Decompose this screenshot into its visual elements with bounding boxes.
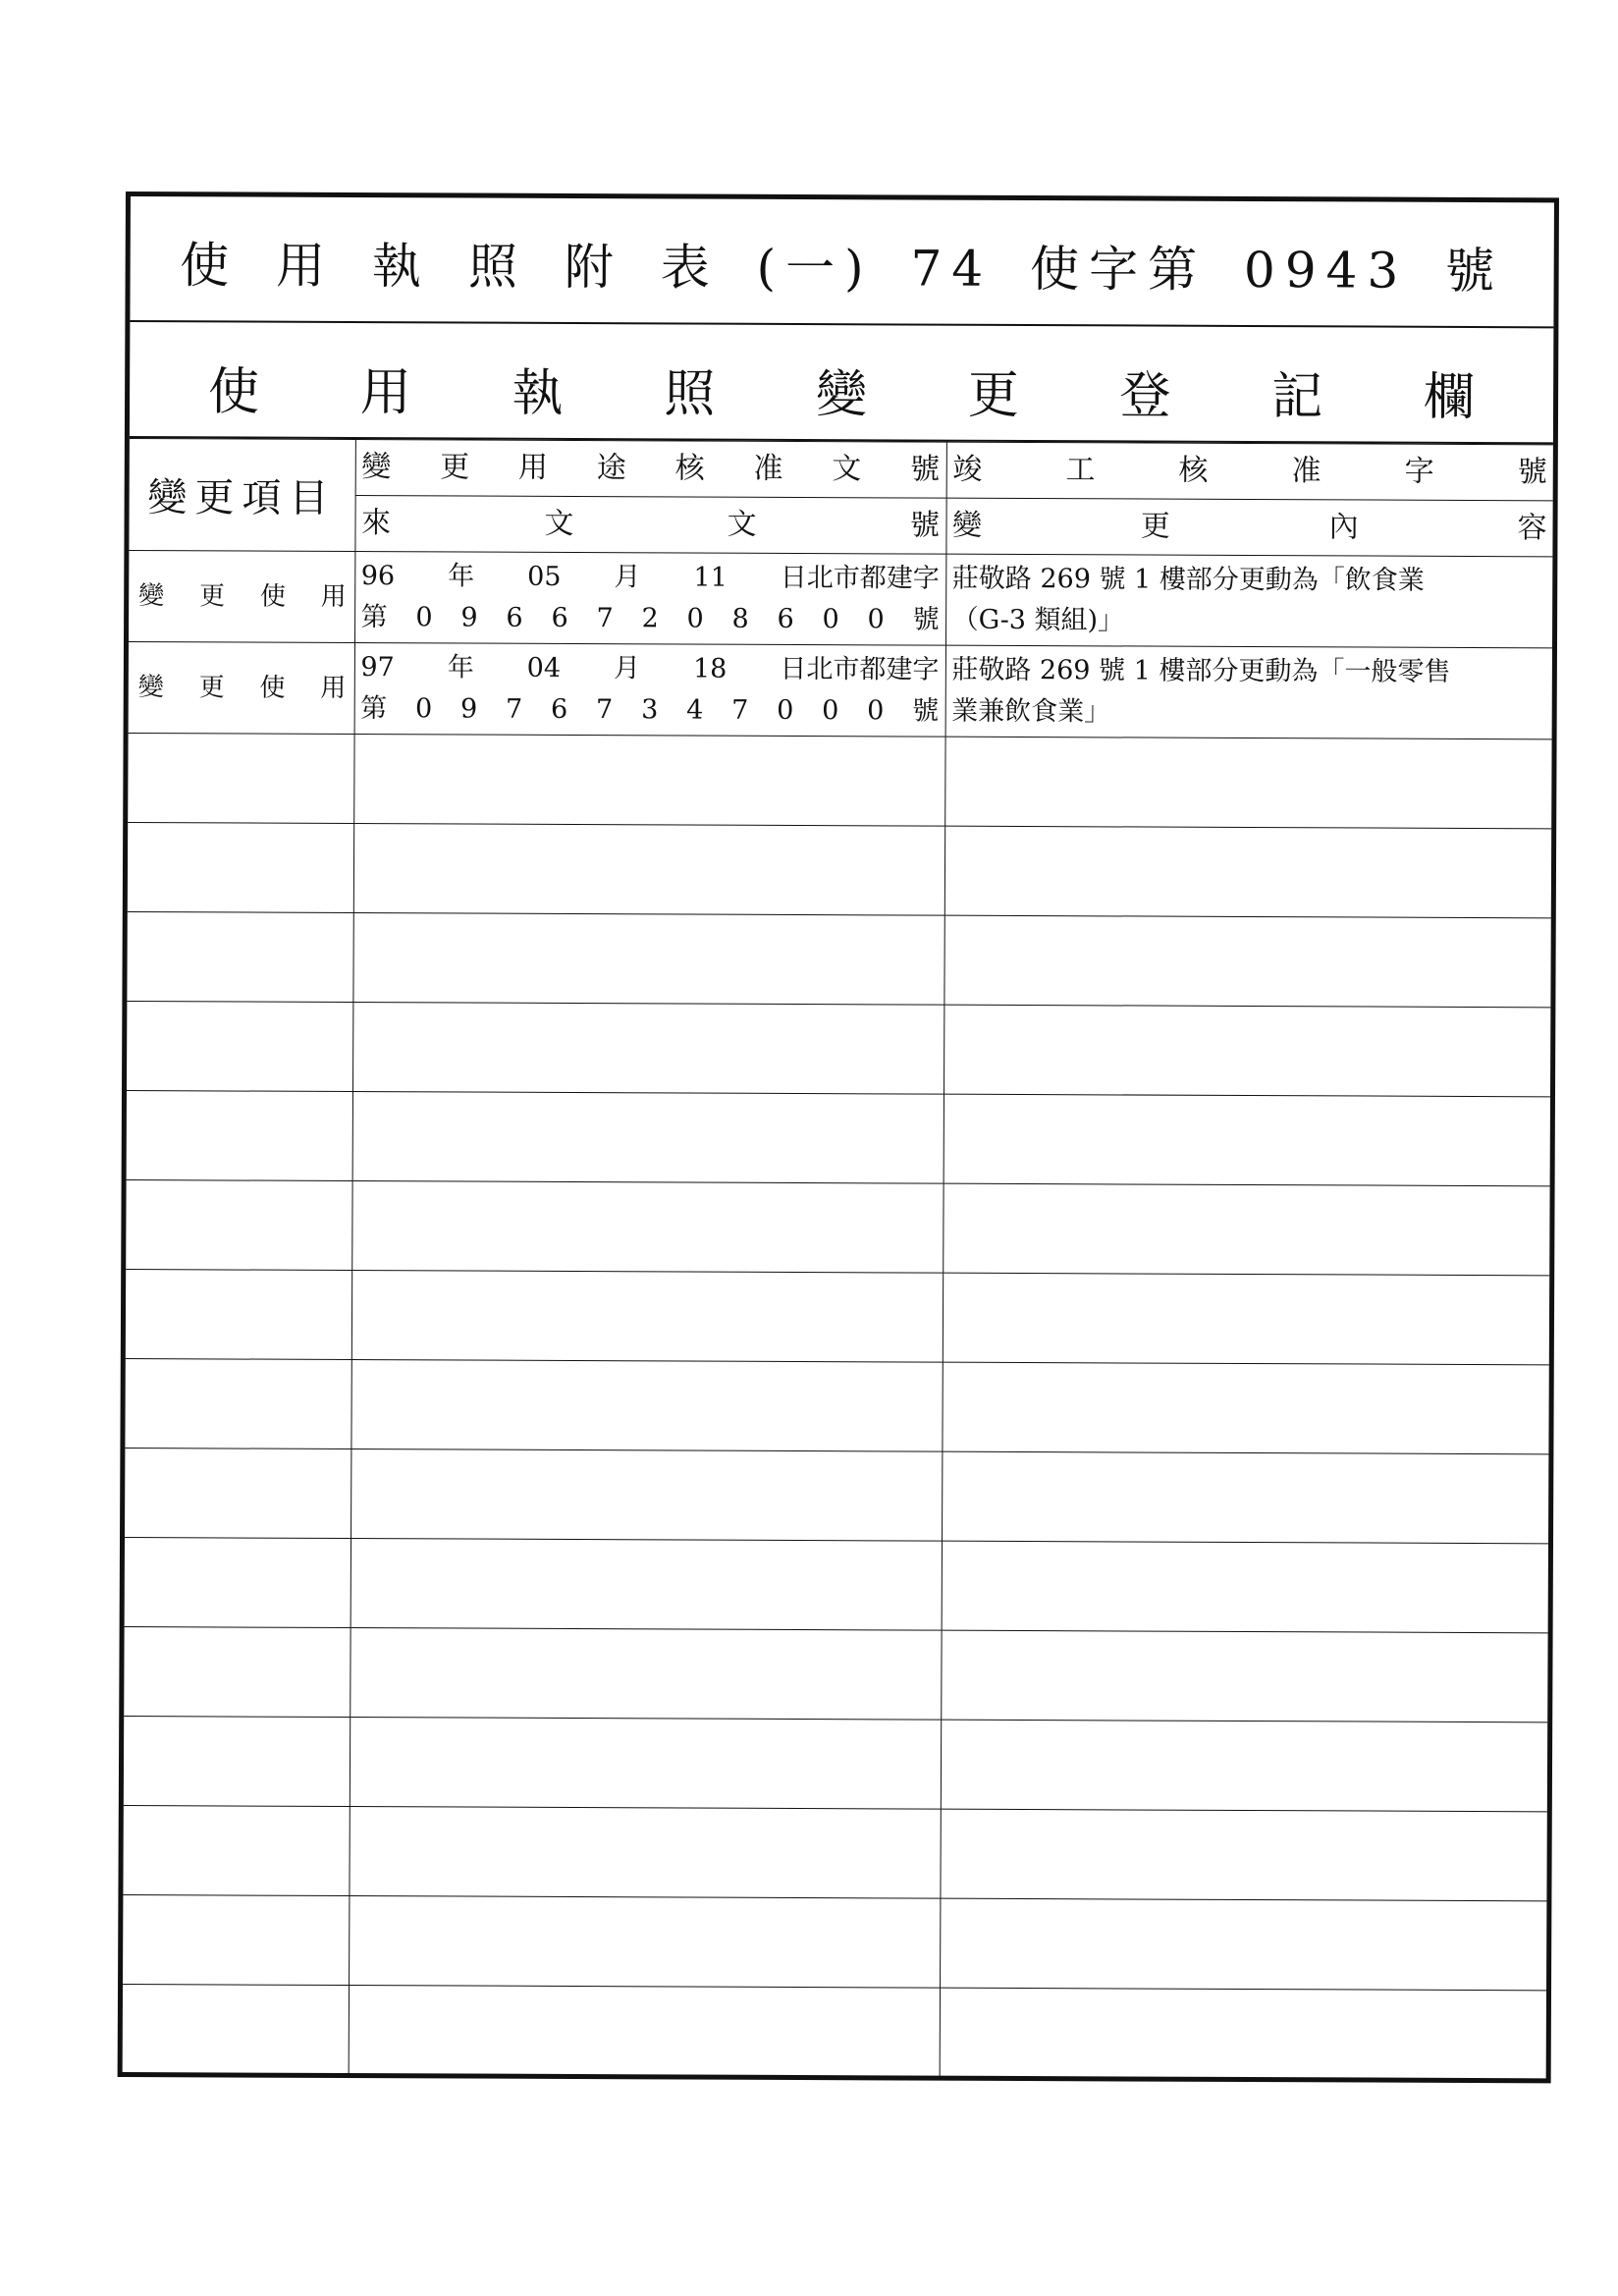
header-char: 途 — [596, 451, 626, 486]
doc-part: 6 — [551, 602, 568, 633]
header-char: 更 — [1140, 509, 1170, 544]
record-doc-cell — [354, 643, 945, 738]
heading-char: 登 — [1119, 366, 1171, 426]
header-char: 更 — [440, 450, 470, 485]
heading-char: 更 — [967, 365, 1019, 425]
header-char: 工 — [1065, 453, 1096, 488]
record-item-cell — [129, 642, 354, 735]
empty-cell — [943, 1183, 1549, 1276]
empty-cell — [127, 912, 352, 1003]
header-char: 號 — [910, 452, 941, 487]
empty-row — [123, 1895, 1546, 1991]
permit-year: 74 — [910, 240, 994, 298]
doc-part: 號 — [912, 695, 940, 727]
record-item-char: 更 — [198, 673, 225, 703]
record-content-line: 莊敬路 269 號 1 樓部分更動為「飲食業 — [951, 563, 1425, 596]
doc-part: 號 — [912, 604, 940, 635]
empty-cell — [941, 1720, 1547, 1812]
doc-part: 7 — [596, 694, 614, 726]
doc-part: 4 — [686, 694, 704, 726]
header-char: 用 — [517, 450, 549, 485]
title-char: 照 — [467, 238, 528, 296]
title-char: 使 — [180, 237, 240, 295]
record-item-char: 使 — [259, 673, 286, 703]
empty-cell — [944, 1005, 1550, 1097]
doc-part: 11 — [693, 562, 728, 593]
title-char: 執 — [371, 238, 432, 296]
record-content-cell — [945, 554, 1552, 648]
record-item-char: 更 — [198, 581, 226, 612]
empty-cell — [125, 1538, 351, 1628]
change-register-table — [123, 438, 1553, 2080]
header-char: 來 — [360, 506, 392, 541]
doc-part: 04 — [526, 652, 562, 683]
record-item-char: 用 — [320, 581, 347, 612]
empty-row — [126, 1180, 1549, 1276]
header-change-item-label: 變更項目 — [147, 475, 337, 521]
empty-cell — [943, 1273, 1549, 1365]
doc-part: 日北市都建字 — [780, 653, 940, 685]
record-doc-cell — [354, 552, 945, 646]
empty-cell — [126, 1180, 351, 1271]
table-row — [129, 551, 1552, 648]
doc-part: 7 — [505, 693, 523, 725]
header-char: 竣 — [952, 452, 983, 487]
header-char: 內 — [1328, 510, 1359, 545]
doc-part: 2 — [641, 603, 659, 634]
doc-part: 第 — [360, 602, 388, 633]
empty-row — [125, 1359, 1548, 1454]
doc-part: 月 — [613, 653, 641, 684]
empty-row — [127, 1091, 1550, 1186]
empty-row — [123, 1806, 1546, 1901]
usage-permit-form — [118, 191, 1559, 2083]
record-content-line: （G-3 類組)」 — [951, 604, 1125, 636]
doc-part: 18 — [692, 653, 728, 684]
empty-cell — [127, 1002, 352, 1092]
empty-cell — [124, 1627, 350, 1718]
empty-row — [124, 1627, 1547, 1722]
empty-row — [126, 1270, 1549, 1365]
empty-cell — [944, 1094, 1550, 1186]
doc-part: 年 — [447, 652, 474, 683]
empty-cell — [123, 1985, 349, 2075]
doc-part: 7 — [731, 694, 749, 726]
doc-part: 9 — [459, 693, 478, 725]
section-heading — [208, 350, 1475, 429]
heading-char: 記 — [1271, 367, 1323, 427]
header-char: 文 — [544, 506, 574, 541]
empty-cell — [351, 1271, 943, 1363]
doc-part: 月 — [614, 562, 641, 593]
heading-char: 用 — [359, 363, 411, 423]
empty-cell — [128, 734, 353, 824]
doc-part: 3 — [641, 694, 659, 726]
empty-cell — [944, 915, 1550, 1008]
header-char: 文 — [727, 507, 757, 542]
header-char: 號 — [909, 508, 941, 543]
header-incoming-doc-no — [354, 496, 945, 555]
empty-row — [128, 734, 1551, 829]
empty-cell — [349, 1896, 940, 1989]
header-char: 准 — [1291, 454, 1321, 489]
empty-cell — [353, 735, 944, 827]
empty-cell — [352, 1003, 944, 1095]
title-char: 附 — [564, 238, 623, 297]
record-item-cell — [129, 551, 354, 643]
doc-part: 0 — [686, 603, 704, 634]
header-char: 文 — [832, 452, 862, 487]
title-char: 用 — [275, 237, 336, 295]
empty-cell — [351, 1539, 942, 1631]
header-char: 變 — [361, 450, 392, 485]
empty-cell — [352, 913, 944, 1006]
empty-row — [125, 1449, 1548, 1544]
empty-cell — [127, 1091, 352, 1181]
title-row — [130, 196, 1554, 328]
record-content-line: 莊敬路 269 號 1 樓部分更動為「一般零售 — [951, 654, 1451, 687]
empty-row — [124, 1717, 1547, 1812]
doc-part: 年 — [448, 561, 475, 592]
empty-row — [123, 1985, 1546, 2080]
header-char: 核 — [674, 451, 705, 486]
empty-cell — [353, 824, 944, 916]
doc-part: 97 — [360, 652, 395, 683]
record-content-line: 業兼飲食業」 — [951, 695, 1111, 728]
heading-char: 照 — [664, 364, 716, 424]
header-approval-doc-no — [355, 440, 946, 499]
doc-part: 6 — [551, 693, 568, 725]
doc-part: 0 — [415, 602, 433, 633]
title-char: 表 — [660, 239, 720, 297]
header-char: 字 — [1404, 454, 1434, 489]
table-header-row — [130, 439, 1553, 501]
header-char: 變 — [951, 508, 983, 543]
header-char: 容 — [1517, 511, 1547, 546]
title-char: 號 — [1445, 242, 1505, 301]
doc-part: 6 — [777, 603, 794, 634]
doc-part: 0 — [822, 604, 839, 635]
empty-cell — [351, 1181, 943, 1274]
doc-part: 日北市都建字 — [780, 562, 940, 594]
empty-cell — [350, 1718, 941, 1810]
record-item-char: 使 — [259, 581, 286, 612]
header-change-item — [129, 439, 354, 552]
doc-part: 05 — [527, 561, 562, 592]
empty-cell — [349, 1986, 940, 2078]
doc-part: 第 — [360, 693, 388, 725]
empty-row — [125, 1538, 1548, 1633]
permit-number: 0943 — [1243, 241, 1409, 300]
doc-part: 0 — [867, 604, 885, 635]
doc-part: 8 — [731, 603, 749, 634]
empty-cell — [940, 1988, 1546, 2080]
empty-row — [127, 1002, 1550, 1097]
doc-part: 0 — [777, 694, 794, 726]
empty-cell — [940, 1898, 1546, 1991]
heading-char: 欄 — [1423, 367, 1476, 427]
empty-cell — [351, 1449, 942, 1542]
doc-part: 9 — [460, 602, 478, 633]
empty-cell — [352, 1092, 944, 1184]
empty-cell — [942, 1451, 1548, 1544]
empty-cell — [125, 1449, 351, 1539]
empty-cell — [125, 1359, 351, 1449]
heading-char: 變 — [815, 365, 868, 425]
header-char: 核 — [1178, 453, 1209, 488]
heading-char: 使 — [207, 362, 260, 422]
empty-cell — [944, 737, 1551, 829]
record-item-char: 用 — [320, 673, 347, 703]
empty-cell — [351, 1360, 942, 1452]
empty-cell — [941, 1630, 1547, 1722]
doc-part: 0 — [867, 695, 885, 727]
empty-cell — [123, 1895, 349, 1986]
header-char: 號 — [1517, 455, 1547, 490]
empty-cell — [942, 1541, 1548, 1633]
title-char: (一) — [756, 239, 874, 298]
empty-cell — [350, 1628, 941, 1721]
doc-part: 0 — [822, 695, 839, 727]
empty-row — [128, 823, 1551, 918]
empty-cell — [128, 823, 353, 913]
header-completion-no — [946, 442, 1553, 501]
empty-cell — [349, 1807, 940, 1899]
header-char: 准 — [753, 451, 783, 486]
empty-cell — [123, 1806, 349, 1896]
empty-cell — [940, 1809, 1546, 1901]
doc-part: 7 — [596, 603, 614, 634]
empty-cell — [944, 826, 1551, 918]
empty-cell — [126, 1270, 351, 1360]
record-item-char: 變 — [137, 673, 164, 703]
doc-part: 6 — [506, 602, 523, 633]
form-title — [131, 226, 1554, 302]
record-content-cell — [945, 645, 1552, 739]
doc-part: 96 — [360, 561, 396, 592]
title-char: 使字第 — [1029, 241, 1208, 299]
heading-row — [130, 322, 1554, 444]
header-change-content — [945, 498, 1552, 557]
empty-row — [127, 912, 1550, 1008]
record-item-char: 變 — [138, 581, 165, 612]
empty-cell — [124, 1717, 350, 1807]
empty-cell — [942, 1362, 1548, 1454]
heading-char: 執 — [512, 363, 564, 423]
table-row — [129, 642, 1552, 739]
doc-part: 0 — [414, 693, 433, 725]
